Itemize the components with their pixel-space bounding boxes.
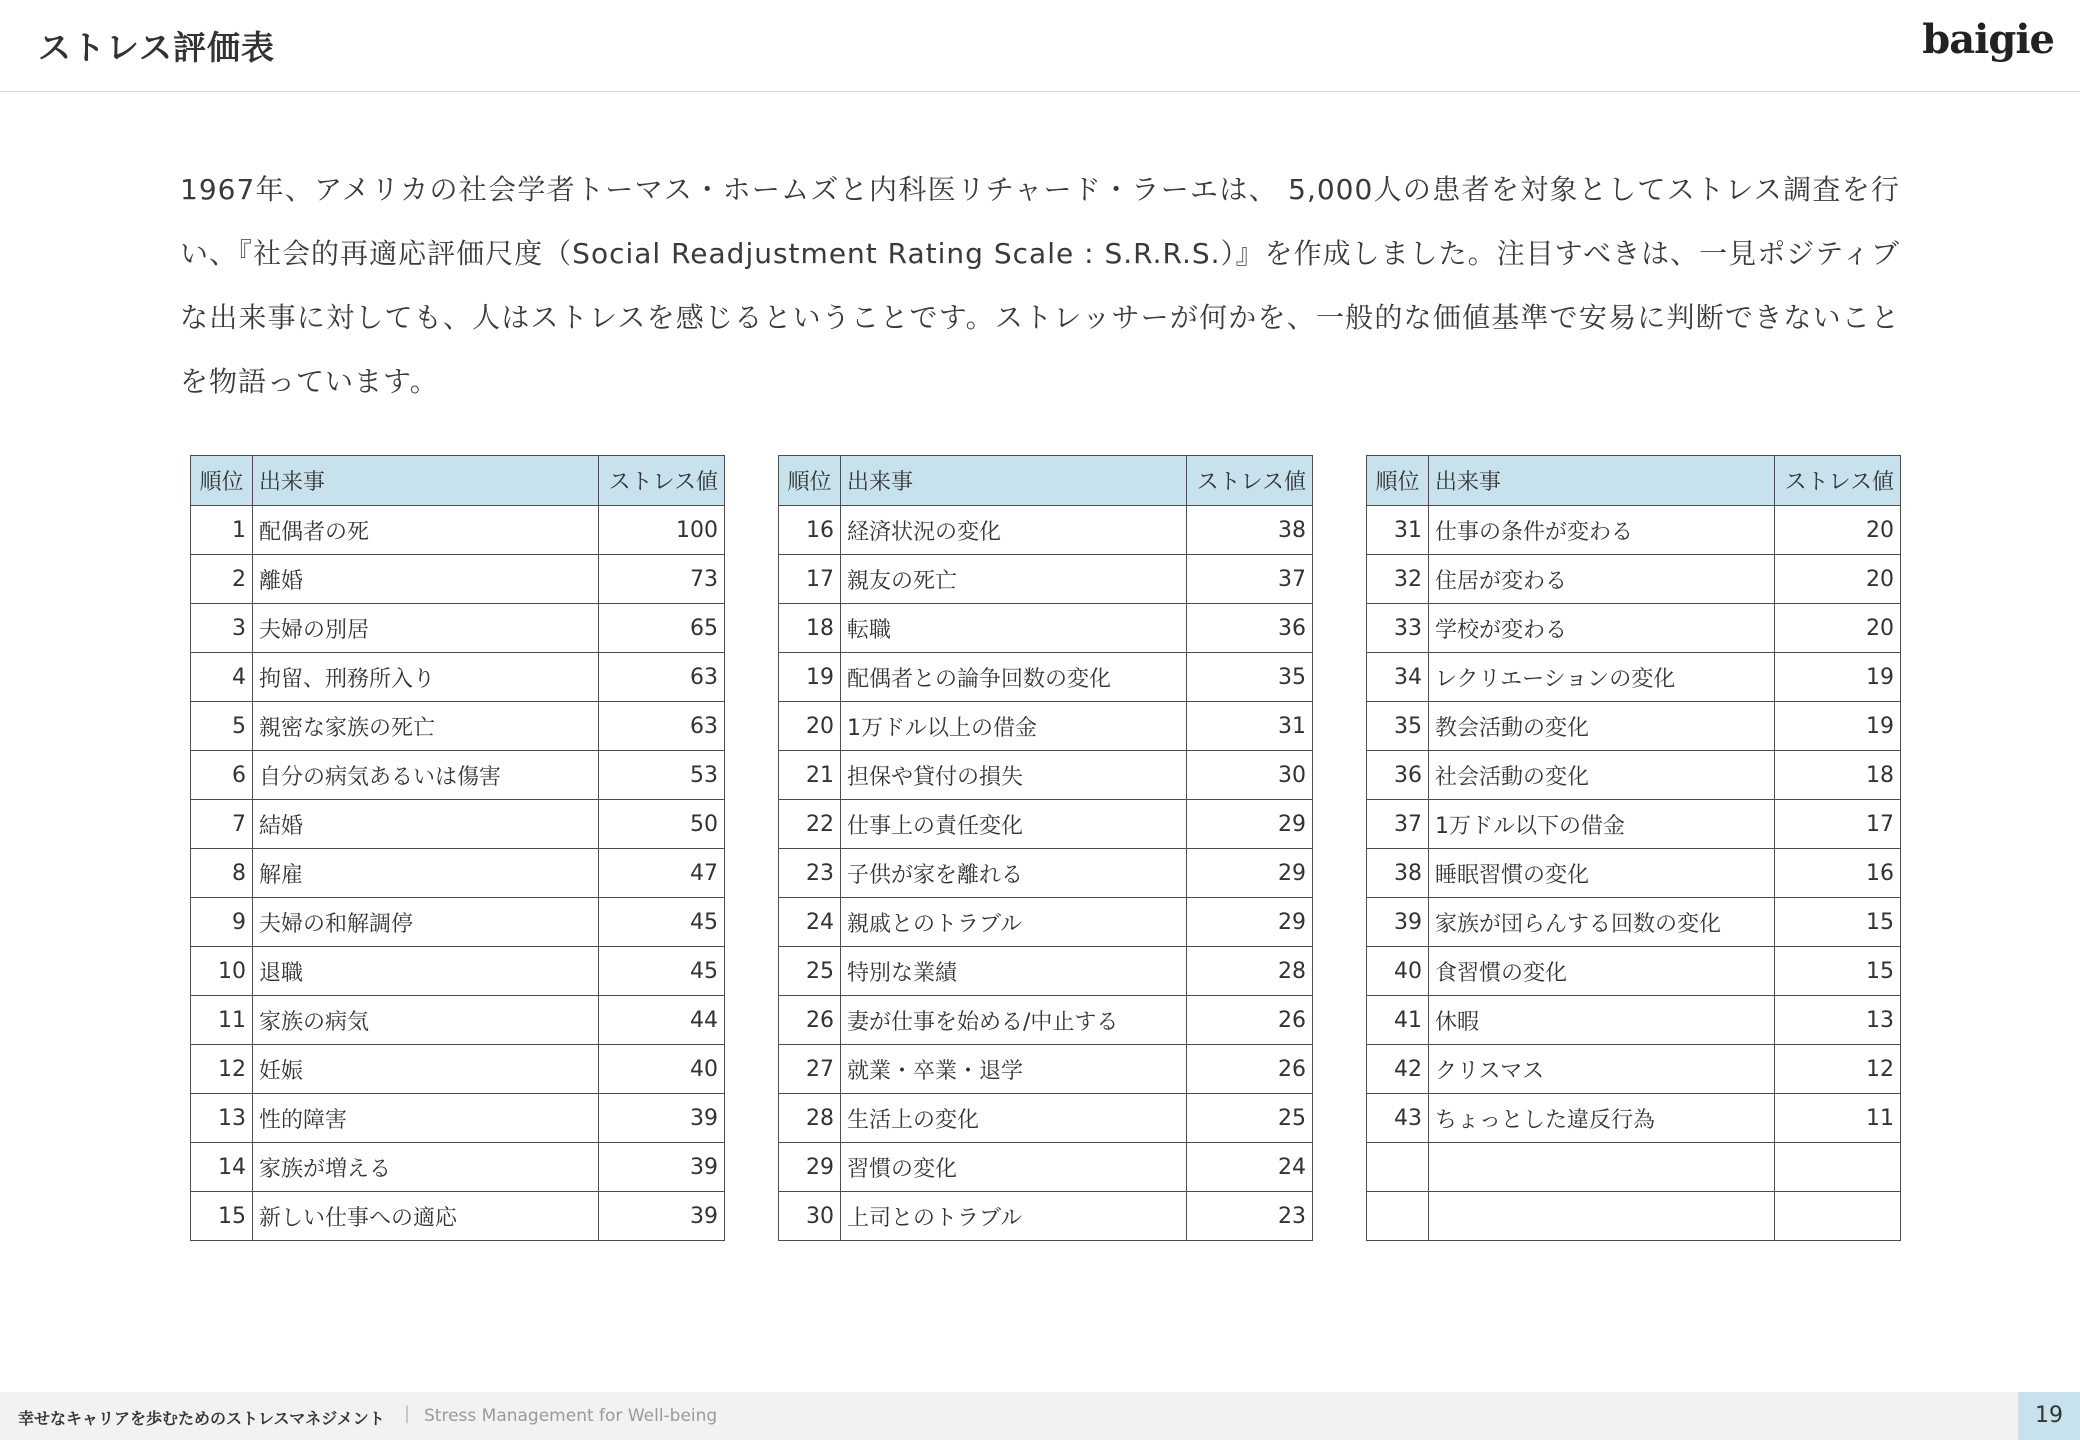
stress-value-cell: 35: [1187, 653, 1313, 702]
page-number: 19: [2018, 1392, 2080, 1440]
table-row: [779, 1045, 1313, 1094]
table-row: [779, 1143, 1313, 1192]
stress-value-cell: 24: [1187, 1143, 1313, 1192]
table-row: [1367, 604, 1901, 653]
column-header-value: ストレス値: [1187, 456, 1313, 506]
table-row: [191, 996, 725, 1045]
table-header-row: [191, 456, 725, 506]
table-row: [1367, 996, 1901, 1045]
stress-value-cell: 15: [1775, 898, 1901, 947]
stress-value-cell: 37: [1187, 555, 1313, 604]
rank-cell: 30: [779, 1192, 841, 1241]
table-row: [1367, 1094, 1901, 1143]
stress-table-2: [778, 455, 1313, 1241]
stress-value-cell: 11: [1775, 1094, 1901, 1143]
table-row: [779, 800, 1313, 849]
event-cell: 夫婦の和解調停: [253, 898, 599, 947]
event-cell: 特別な業績: [841, 947, 1187, 996]
event-cell: 学校が変わる: [1429, 604, 1775, 653]
rank-cell: [1367, 1143, 1429, 1192]
column-header-event: 出来事: [253, 456, 599, 506]
rank-cell: 37: [1367, 800, 1429, 849]
rank-cell: 29: [779, 1143, 841, 1192]
table-row: [779, 555, 1313, 604]
stress-value-cell: 12: [1775, 1045, 1901, 1094]
column-header-rank: 順位: [191, 456, 253, 506]
rank-cell: 35: [1367, 702, 1429, 751]
event-cell: 自分の病気あるいは傷害: [253, 751, 599, 800]
event-cell: 食習慣の変化: [1429, 947, 1775, 996]
column-header-value: ストレス値: [599, 456, 725, 506]
rank-cell: 24: [779, 898, 841, 947]
event-cell: クリスマス: [1429, 1045, 1775, 1094]
table-row: [1367, 1045, 1901, 1094]
event-cell: 親戚とのトラブル: [841, 898, 1187, 947]
rank-cell: 11: [191, 996, 253, 1045]
event-cell: レクリエーションの変化: [1429, 653, 1775, 702]
rank-cell: 15: [191, 1192, 253, 1241]
table-row: [191, 849, 725, 898]
event-cell: 家族の病気: [253, 996, 599, 1045]
stress-value-cell: 44: [599, 996, 725, 1045]
table-row: [1367, 702, 1901, 751]
event-cell: 夫婦の別居: [253, 604, 599, 653]
table-row: [1367, 751, 1901, 800]
table-row: [779, 849, 1313, 898]
event-cell: 休暇: [1429, 996, 1775, 1045]
rank-cell: 27: [779, 1045, 841, 1094]
stress-value-cell: 19: [1775, 653, 1901, 702]
event-cell: 仕事上の責任変化: [841, 800, 1187, 849]
table-row: [191, 1094, 725, 1143]
rank-cell: 19: [779, 653, 841, 702]
rank-cell: 4: [191, 653, 253, 702]
table-row: [191, 751, 725, 800]
rank-cell: 21: [779, 751, 841, 800]
table-row: [191, 604, 725, 653]
table-row: [1367, 800, 1901, 849]
rank-cell: 42: [1367, 1045, 1429, 1094]
stress-value-cell: 15: [1775, 947, 1901, 996]
rank-cell: 43: [1367, 1094, 1429, 1143]
event-cell: 子供が家を離れる: [841, 849, 1187, 898]
stress-value-cell: 26: [1187, 996, 1313, 1045]
stress-value-cell: 36: [1187, 604, 1313, 653]
stress-value-cell: 65: [599, 604, 725, 653]
rank-cell: 6: [191, 751, 253, 800]
stress-value-cell: 18: [1775, 751, 1901, 800]
table-row: [779, 1192, 1313, 1241]
event-cell: 新しい仕事への適応: [253, 1192, 599, 1241]
rank-cell: 14: [191, 1143, 253, 1192]
table-row: [191, 800, 725, 849]
table-row: [191, 947, 725, 996]
rank-cell: 36: [1367, 751, 1429, 800]
stress-value-cell: 20: [1775, 555, 1901, 604]
rank-cell: 31: [1367, 506, 1429, 555]
footer-bar: [0, 1392, 2080, 1440]
event-cell: 配偶者の死: [253, 506, 599, 555]
event-cell: 家族が増える: [253, 1143, 599, 1192]
table-row: [779, 996, 1313, 1045]
stress-value-cell: 23: [1187, 1192, 1313, 1241]
rank-cell: 7: [191, 800, 253, 849]
event-cell: 睡眠習慣の変化: [1429, 849, 1775, 898]
stress-value-cell: 40: [599, 1045, 725, 1094]
table-row: [779, 506, 1313, 555]
event-cell: 担保や貸付の損失: [841, 751, 1187, 800]
event-cell: 教会活動の変化: [1429, 702, 1775, 751]
table-row: [191, 555, 725, 604]
table-row: [1367, 555, 1901, 604]
table-row: [779, 702, 1313, 751]
column-header-value: ストレス値: [1775, 456, 1901, 506]
event-cell: [1429, 1192, 1775, 1241]
brand-logo: baigie: [1922, 16, 2054, 63]
event-cell: 仕事の条件が変わる: [1429, 506, 1775, 555]
event-cell: 生活上の変化: [841, 1094, 1187, 1143]
event-cell: 転職: [841, 604, 1187, 653]
table-body: [1367, 506, 1901, 1241]
event-cell: 経済状況の変化: [841, 506, 1187, 555]
event-cell: 1万ドル以上の借金: [841, 702, 1187, 751]
stress-value-cell: 29: [1187, 849, 1313, 898]
rank-cell: 2: [191, 555, 253, 604]
table-row: [1367, 1192, 1901, 1241]
column-header-rank: 順位: [1367, 456, 1429, 506]
event-cell: 退職: [253, 947, 599, 996]
rank-cell: 33: [1367, 604, 1429, 653]
event-cell: 結婚: [253, 800, 599, 849]
table-row: [191, 1045, 725, 1094]
rank-cell: 38: [1367, 849, 1429, 898]
stress-value-cell: 13: [1775, 996, 1901, 1045]
table-body: [191, 506, 725, 1241]
stress-value-cell: 30: [1187, 751, 1313, 800]
stress-value-cell: 17: [1775, 800, 1901, 849]
rank-cell: 32: [1367, 555, 1429, 604]
table-row: [191, 702, 725, 751]
event-cell: 妻が仕事を始める/中止する: [841, 996, 1187, 1045]
event-cell: 1万ドル以下の借金: [1429, 800, 1775, 849]
event-cell: 親友の死亡: [841, 555, 1187, 604]
stress-value-cell: 53: [599, 751, 725, 800]
page-title: ストレス評価表: [38, 28, 276, 67]
table-header-row: [779, 456, 1313, 506]
rank-cell: 20: [779, 702, 841, 751]
stress-value-cell: 45: [599, 947, 725, 996]
event-cell: 解雇: [253, 849, 599, 898]
stress-value-cell: 31: [1187, 702, 1313, 751]
column-header-rank: 順位: [779, 456, 841, 506]
intro-paragraph: 1967年、アメリカの社会学者トーマス・ホームズと内科医リチャード・ラーエは、 5,000人の患者を対象としてストレス調査を行い、『社会的再適応評価尺度（Social Readjustment Rating Scale : S.R.R.S.）』を作成しました。注目すべきは、一見ポジティブな出来事に対しても、人はストレスを感じるということです。ストレッサーが何かを、一般的な価値基準で安易に判断できないことを物語っています。: [180, 173, 1900, 398]
event-cell: 住居が変わる: [1429, 555, 1775, 604]
stress-value-cell: 29: [1187, 898, 1313, 947]
table-row: [779, 751, 1313, 800]
rank-cell: 12: [191, 1045, 253, 1094]
rank-cell: 8: [191, 849, 253, 898]
table-row: [191, 1192, 725, 1241]
stress-value-cell: 25: [1187, 1094, 1313, 1143]
table-row: [1367, 506, 1901, 555]
stress-value-cell: 39: [599, 1143, 725, 1192]
rank-cell: 25: [779, 947, 841, 996]
stress-value-cell: 26: [1187, 1045, 1313, 1094]
table-body: [779, 506, 1313, 1241]
table-row: [779, 653, 1313, 702]
table-row: [779, 947, 1313, 996]
table-row: [1367, 653, 1901, 702]
table-row: [191, 506, 725, 555]
table-row: [779, 898, 1313, 947]
stress-value-cell: 20: [1775, 604, 1901, 653]
rank-cell: 18: [779, 604, 841, 653]
rank-cell: 26: [779, 996, 841, 1045]
footer-separator: |: [404, 1403, 411, 1424]
table-row: [779, 1094, 1313, 1143]
rank-cell: 5: [191, 702, 253, 751]
stress-value-cell: 63: [599, 702, 725, 751]
rank-cell: 34: [1367, 653, 1429, 702]
event-cell: 就業・卒業・退学: [841, 1045, 1187, 1094]
stress-table-3: [1366, 455, 1901, 1241]
rank-cell: 39: [1367, 898, 1429, 947]
table-row: [1367, 898, 1901, 947]
rank-cell: 13: [191, 1094, 253, 1143]
rank-cell: 1: [191, 506, 253, 555]
stress-table-1: [190, 455, 725, 1241]
stress-value-cell: 39: [599, 1094, 725, 1143]
stress-value-cell: 73: [599, 555, 725, 604]
event-cell: 拘留、刑務所入り: [253, 653, 599, 702]
stress-value-cell: 28: [1187, 947, 1313, 996]
stress-value-cell: 19: [1775, 702, 1901, 751]
column-header-event: 出来事: [841, 456, 1187, 506]
stress-value-cell: [1775, 1143, 1901, 1192]
rank-cell: 16: [779, 506, 841, 555]
rank-cell: 9: [191, 898, 253, 947]
rank-cell: 17: [779, 555, 841, 604]
stress-value-cell: 50: [599, 800, 725, 849]
rank-cell: 28: [779, 1094, 841, 1143]
stress-value-cell: [1775, 1192, 1901, 1241]
stress-value-cell: 38: [1187, 506, 1313, 555]
event-cell: [1429, 1143, 1775, 1192]
footer-en-title: Stress Management for Well-being: [424, 1406, 718, 1426]
table-row: [1367, 1143, 1901, 1192]
rank-cell: [1367, 1192, 1429, 1241]
rank-cell: 3: [191, 604, 253, 653]
table-row: [779, 604, 1313, 653]
stress-value-cell: 47: [599, 849, 725, 898]
event-cell: ちょっとした違反行為: [1429, 1094, 1775, 1143]
table-row: [1367, 947, 1901, 996]
stress-value-cell: 20: [1775, 506, 1901, 555]
event-cell: 妊娠: [253, 1045, 599, 1094]
footer-jp-title: 幸せなキャリアを歩むためのストレスマネジメント: [18, 1409, 385, 1428]
column-header-event: 出来事: [1429, 456, 1775, 506]
event-cell: 社会活動の変化: [1429, 751, 1775, 800]
stress-value-cell: 29: [1187, 800, 1313, 849]
stress-value-cell: 100: [599, 506, 725, 555]
event-cell: 離婚: [253, 555, 599, 604]
rank-cell: 22: [779, 800, 841, 849]
table-row: [191, 1143, 725, 1192]
table-row: [191, 898, 725, 947]
rank-cell: 41: [1367, 996, 1429, 1045]
event-cell: 性的障害: [253, 1094, 599, 1143]
stress-value-cell: 16: [1775, 849, 1901, 898]
event-cell: 家族が団らんする回数の変化: [1429, 898, 1775, 947]
stress-value-cell: 45: [599, 898, 725, 947]
rank-cell: 40: [1367, 947, 1429, 996]
event-cell: 上司とのトラブル: [841, 1192, 1187, 1241]
event-cell: 配偶者との論争回数の変化: [841, 653, 1187, 702]
stress-value-cell: 63: [599, 653, 725, 702]
event-cell: 親密な家族の死亡: [253, 702, 599, 751]
table-header-row: [1367, 456, 1901, 506]
header-bar: [0, 0, 2080, 92]
rank-cell: 10: [191, 947, 253, 996]
table-row: [191, 653, 725, 702]
stress-value-cell: 39: [599, 1192, 725, 1241]
rank-cell: 23: [779, 849, 841, 898]
table-row: [1367, 849, 1901, 898]
event-cell: 習慣の変化: [841, 1143, 1187, 1192]
